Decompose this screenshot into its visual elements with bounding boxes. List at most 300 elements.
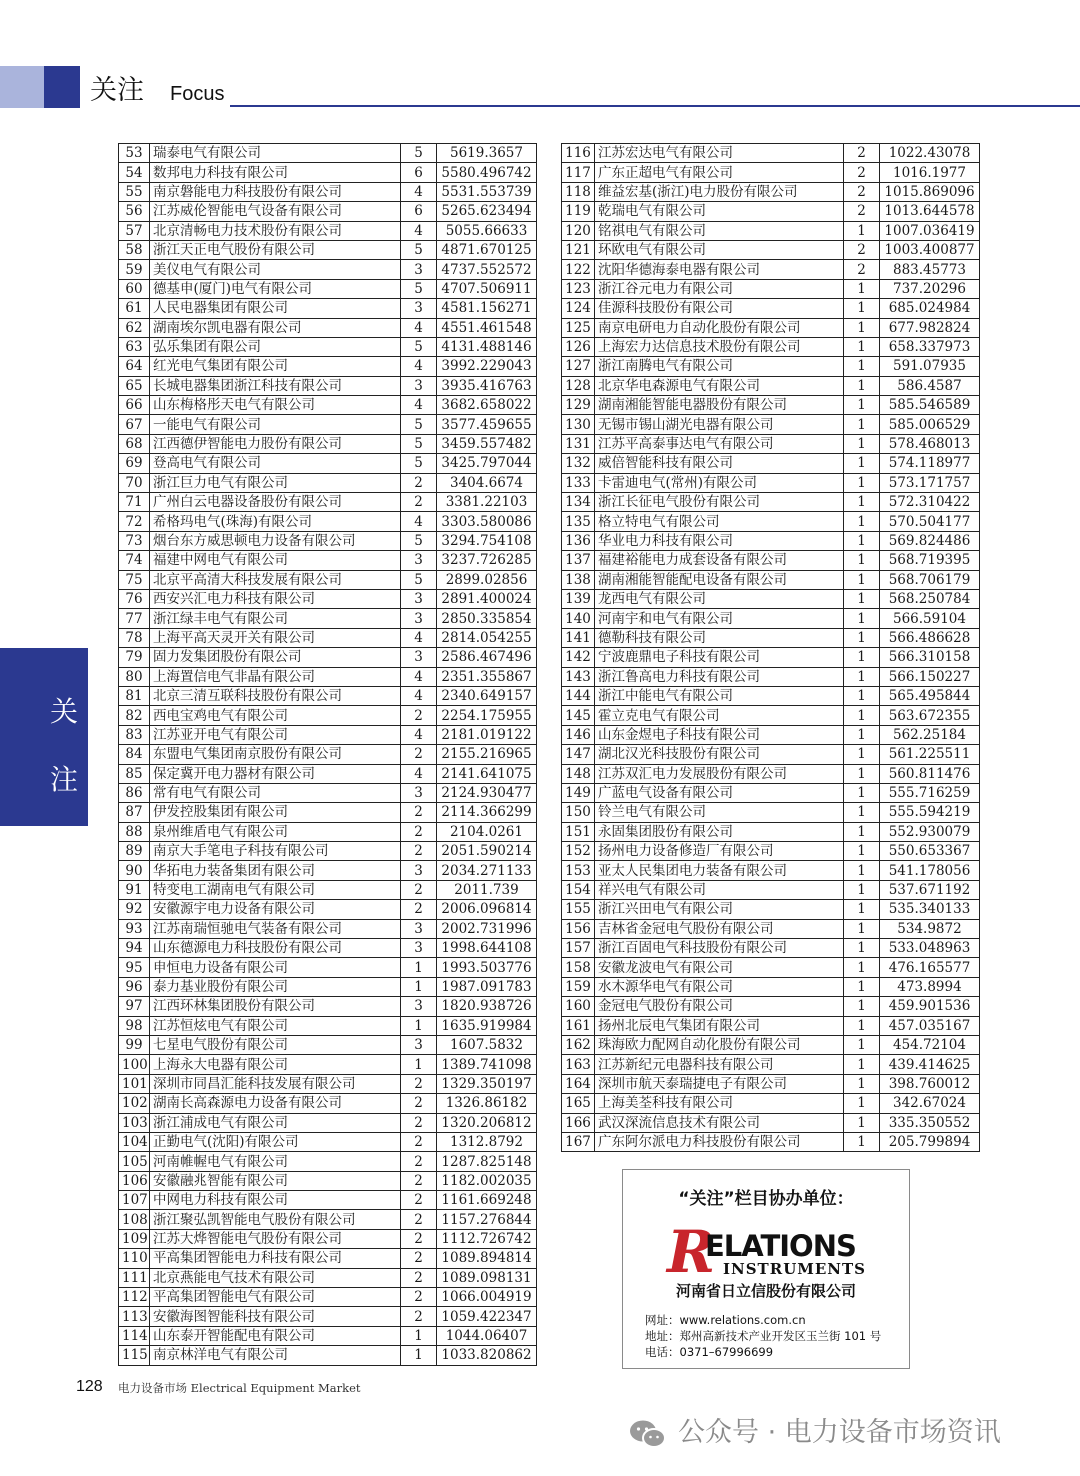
company-name-cell: 烟台东方威思顿电力设备有限公司 — [150, 531, 401, 550]
amount-cell: 473.8994 — [880, 977, 980, 996]
rank-cell: 160 — [562, 997, 595, 1016]
rank-cell: 56 — [119, 202, 150, 221]
amount-cell: 4707.506911 — [437, 279, 537, 298]
table-row — [119, 260, 537, 279]
table-row — [119, 958, 537, 977]
rank-cell: 143 — [562, 667, 595, 686]
rank-cell: 138 — [562, 570, 595, 589]
table-row — [562, 260, 980, 279]
table-row — [562, 415, 980, 434]
amount-cell: 1089.098131 — [437, 1268, 537, 1287]
amount-cell: 560.811476 — [880, 764, 980, 783]
amount-cell: 2340.649157 — [437, 686, 537, 705]
sponsor-title: “关注”栏目协办单位： — [678, 1189, 854, 1209]
count-cell: 4 — [401, 396, 437, 415]
company-name-cell: 铭祺电气有限公司 — [595, 221, 844, 240]
company-name-cell: 瑞泰电气有限公司 — [150, 144, 401, 163]
count-cell: 1 — [844, 648, 880, 667]
table-row — [119, 861, 537, 880]
amount-cell: 398.760012 — [880, 1074, 980, 1093]
company-name-cell: 宁波鹿鼎电子科技有限公司 — [595, 648, 844, 667]
rank-cell: 89 — [119, 842, 150, 861]
amount-cell: 2011.739 — [437, 880, 537, 899]
company-name-cell: 弘乐集团有限公司 — [150, 337, 401, 356]
rank-cell: 94 — [119, 939, 150, 958]
table-row — [562, 144, 980, 163]
count-cell: 2 — [844, 260, 880, 279]
count-cell: 2 — [401, 1113, 437, 1132]
table-row — [119, 783, 537, 802]
rank-cell: 135 — [562, 512, 595, 531]
amount-cell: 3303.580086 — [437, 512, 537, 531]
rank-cell: 164 — [562, 1074, 595, 1093]
company-name-cell: 江苏亚开电气有限公司 — [150, 725, 401, 744]
amount-cell: 1312.8792 — [437, 1132, 537, 1151]
company-name-cell: 上海美荃科技有限公司 — [595, 1094, 844, 1113]
table-row — [119, 531, 537, 550]
count-cell: 1 — [401, 958, 437, 977]
amount-cell: 591.07935 — [880, 357, 980, 376]
amount-cell: 5580.496742 — [437, 163, 537, 182]
amount-cell: 454.72104 — [880, 1035, 980, 1054]
company-name-cell: 数邦电力科技有限公司 — [150, 163, 401, 182]
rank-cell: 103 — [119, 1113, 150, 1132]
table-row — [562, 977, 980, 996]
company-name-cell: 佳源科技股份有限公司 — [595, 299, 844, 318]
rank-cell: 123 — [562, 279, 595, 298]
amount-cell: 550.653367 — [880, 842, 980, 861]
rank-cell: 126 — [562, 337, 595, 356]
rank-cell: 134 — [562, 493, 595, 512]
rank-cell: 137 — [562, 551, 595, 570]
company-name-cell: 乾瑞电气有限公司 — [595, 202, 844, 221]
rank-cell: 96 — [119, 977, 150, 996]
company-name-cell: 吉林省金冠电气股份有限公司 — [595, 919, 844, 938]
table-row — [562, 939, 980, 958]
amount-cell: 5265.623494 — [437, 202, 537, 221]
count-cell: 2 — [401, 1249, 437, 1268]
company-name-cell: 河南帷幄电气有限公司 — [150, 1152, 401, 1171]
table-row — [562, 1035, 980, 1054]
rank-cell: 100 — [119, 1055, 150, 1074]
amount-cell: 566.486628 — [880, 628, 980, 647]
amount-cell: 4131.488146 — [437, 337, 537, 356]
rank-cell: 129 — [562, 396, 595, 415]
company-name-cell: 水木源华电气有限公司 — [595, 977, 844, 996]
table-row — [119, 977, 537, 996]
company-name-cell: 上海平高天灵开关有限公司 — [150, 628, 401, 647]
count-cell: 4 — [401, 221, 437, 240]
company-name-cell: 江苏双汇电力发展股份有限公司 — [595, 764, 844, 783]
rank-cell: 113 — [119, 1307, 150, 1326]
company-name-cell: 平高集团智能电气有限公司 — [150, 1288, 401, 1307]
amount-cell: 568.719395 — [880, 551, 980, 570]
company-name-cell: 泉州维盾电气有限公司 — [150, 822, 401, 841]
count-cell: 1 — [401, 1326, 437, 1345]
table-row — [562, 589, 980, 608]
company-name-cell: 德基申(厦门)电气有限公司 — [150, 279, 401, 298]
amount-cell: 1161.669248 — [437, 1191, 537, 1210]
amount-cell: 4581.156271 — [437, 299, 537, 318]
amount-cell: 2002.731996 — [437, 919, 537, 938]
rank-cell: 158 — [562, 958, 595, 977]
count-cell: 2 — [401, 706, 437, 725]
rank-cell: 142 — [562, 648, 595, 667]
table-row — [119, 1346, 537, 1365]
rank-cell: 146 — [562, 725, 595, 744]
company-name-cell: 浙江百固电气科技股份有限公司 — [595, 939, 844, 958]
count-cell: 1 — [844, 822, 880, 841]
amount-cell: 4551.461548 — [437, 318, 537, 337]
count-cell: 1 — [844, 725, 880, 744]
table-row — [119, 686, 537, 705]
company-name-cell: 北京平高清大科技发展有限公司 — [150, 570, 401, 589]
count-cell: 1 — [844, 589, 880, 608]
table-row — [119, 745, 537, 764]
company-name-cell: 格立特电气有限公司 — [595, 512, 844, 531]
table-row — [119, 997, 537, 1016]
company-name-cell: 平高集团智能电力科技有限公司 — [150, 1249, 401, 1268]
rank-cell: 112 — [119, 1288, 150, 1307]
company-name-cell: 浙江长征电气股份有限公司 — [595, 493, 844, 512]
count-cell: 1 — [844, 512, 880, 531]
table-row — [562, 337, 980, 356]
company-name-cell: 正勤电气(沈阳)有限公司 — [150, 1132, 401, 1151]
rank-cell: 91 — [119, 880, 150, 899]
rank-cell: 64 — [119, 357, 150, 376]
table-row — [562, 880, 980, 899]
rank-cell: 165 — [562, 1094, 595, 1113]
company-name-cell: 福建中网电气有限公司 — [150, 551, 401, 570]
rank-cell: 80 — [119, 667, 150, 686]
count-cell: 3 — [401, 919, 437, 938]
amount-cell: 1635.919984 — [437, 1016, 537, 1035]
table-row — [562, 570, 980, 589]
amount-cell: 1059.422347 — [437, 1307, 537, 1326]
count-cell: 2 — [401, 842, 437, 861]
rank-cell: 122 — [562, 260, 595, 279]
company-name-cell: 湖南埃尔凯电器有限公司 — [150, 318, 401, 337]
company-name-cell: 安徽源宇电力设备有限公司 — [150, 900, 401, 919]
company-name-cell: 固力发集团股份有限公司 — [150, 648, 401, 667]
count-cell: 1 — [844, 686, 880, 705]
count-cell: 2 — [401, 822, 437, 841]
count-cell: 4 — [401, 318, 437, 337]
amount-cell: 1044.06407 — [437, 1326, 537, 1345]
sponsor-box — [622, 1169, 910, 1369]
company-name-cell: 伊发控股集团有限公司 — [150, 803, 401, 822]
company-name-cell: 希格玛电气(珠海)有限公司 — [150, 512, 401, 531]
count-cell: 1 — [844, 667, 880, 686]
count-cell: 2 — [401, 900, 437, 919]
table-row — [119, 376, 537, 395]
count-cell: 3 — [401, 609, 437, 628]
table-row — [562, 221, 980, 240]
amount-cell: 737.20296 — [880, 279, 980, 298]
table-row — [119, 299, 537, 318]
count-cell: 1 — [844, 493, 880, 512]
amount-cell: 335.350552 — [880, 1113, 980, 1132]
table-row — [562, 842, 980, 861]
company-name-cell: 南京磐能电力科技股份有限公司 — [150, 182, 401, 201]
rank-cell: 67 — [119, 415, 150, 434]
amount-cell: 2891.400024 — [437, 589, 537, 608]
count-cell: 2 — [401, 1307, 437, 1326]
table-row — [562, 783, 980, 802]
rank-cell: 76 — [119, 589, 150, 608]
rank-cell: 117 — [562, 163, 595, 182]
company-name-cell: 江苏平高泰事达电气有限公司 — [595, 434, 844, 453]
company-name-cell: 上海永大电器有限公司 — [150, 1055, 401, 1074]
logo-r-mark: R — [667, 1218, 716, 1286]
company-name-cell: 龙西电气有限公司 — [595, 589, 844, 608]
count-cell: 3 — [401, 648, 437, 667]
amount-cell: 533.048963 — [880, 939, 980, 958]
count-cell: 1 — [844, 745, 880, 764]
rank-cell: 84 — [119, 745, 150, 764]
table-row — [562, 512, 980, 531]
amount-cell: 1320.206812 — [437, 1113, 537, 1132]
rank-cell: 81 — [119, 686, 150, 705]
table-row — [119, 803, 537, 822]
rank-cell: 85 — [119, 764, 150, 783]
rank-cell: 127 — [562, 357, 595, 376]
rank-cell: 79 — [119, 648, 150, 667]
count-cell: 1 — [844, 551, 880, 570]
amount-cell: 3381.22103 — [437, 493, 537, 512]
table-row — [562, 764, 980, 783]
company-name-cell: 美仪电气有限公司 — [150, 260, 401, 279]
table-row — [119, 434, 537, 453]
table-row — [562, 551, 980, 570]
table-row — [119, 240, 537, 259]
rank-cell: 119 — [562, 202, 595, 221]
amount-cell: 565.495844 — [880, 686, 980, 705]
count-cell: 1 — [844, 1016, 880, 1035]
rank-cell: 58 — [119, 240, 150, 259]
rank-cell: 139 — [562, 589, 595, 608]
rank-cell: 161 — [562, 1016, 595, 1035]
amount-cell: 342.67024 — [880, 1094, 980, 1113]
table-row — [562, 279, 980, 298]
amount-cell: 2181.019122 — [437, 725, 537, 744]
ranking-table-left — [118, 143, 537, 1366]
rank-cell: 99 — [119, 1035, 150, 1054]
company-name-cell: 广东正超电气有限公司 — [595, 163, 844, 182]
company-name-cell: 亚太人民集团电力装备有限公司 — [595, 861, 844, 880]
count-cell: 6 — [401, 202, 437, 221]
amount-cell: 586.4587 — [880, 376, 980, 395]
count-cell: 1 — [401, 1055, 437, 1074]
amount-cell: 439.414625 — [880, 1055, 980, 1074]
amount-cell: 2141.641075 — [437, 764, 537, 783]
table-row — [119, 842, 537, 861]
table-row — [119, 706, 537, 725]
rank-cell: 93 — [119, 919, 150, 938]
rank-cell: 153 — [562, 861, 595, 880]
table-row — [562, 1074, 980, 1093]
rank-cell: 90 — [119, 861, 150, 880]
amount-cell: 1066.004919 — [437, 1288, 537, 1307]
amount-cell: 568.250784 — [880, 589, 980, 608]
company-name-cell: 华业电力科技有限公司 — [595, 531, 844, 550]
amount-cell: 1089.894814 — [437, 1249, 537, 1268]
company-name-cell: 江苏南瑞恒驰电气装备有限公司 — [150, 919, 401, 938]
count-cell: 2 — [401, 1074, 437, 1093]
rank-cell: 54 — [119, 163, 150, 182]
company-name-cell: 铃兰电气有限公司 — [595, 803, 844, 822]
amount-cell: 573.171757 — [880, 473, 980, 492]
table-row — [119, 1268, 537, 1287]
company-name-cell: 浙江巨力电气有限公司 — [150, 473, 401, 492]
rank-cell: 87 — [119, 803, 150, 822]
count-cell: 2 — [401, 1191, 437, 1210]
rank-cell: 77 — [119, 609, 150, 628]
table-row — [119, 144, 537, 163]
rank-cell: 53 — [119, 144, 150, 163]
amount-cell: 574.118977 — [880, 454, 980, 473]
rank-cell: 148 — [562, 764, 595, 783]
count-cell: 2 — [401, 1132, 437, 1151]
table-row — [119, 415, 537, 434]
company-name-cell: 江苏恒炫电气有限公司 — [150, 1016, 401, 1035]
company-name-cell: 深圳市同昌汇能科技发展有限公司 — [150, 1074, 401, 1093]
company-name-cell: 浙江绿丰电气有限公司 — [150, 609, 401, 628]
company-name-cell: 环欧电气有限公司 — [595, 240, 844, 259]
table-row — [562, 822, 980, 841]
amount-cell: 3682.658022 — [437, 396, 537, 415]
company-name-cell: 浙江谷元电力有限公司 — [595, 279, 844, 298]
rank-cell: 159 — [562, 977, 595, 996]
table-row — [562, 1132, 980, 1151]
amount-cell: 566.150227 — [880, 667, 980, 686]
amount-cell: 555.594219 — [880, 803, 980, 822]
count-cell: 2 — [844, 240, 880, 259]
table-row — [119, 1307, 537, 1326]
rank-cell: 66 — [119, 396, 150, 415]
count-cell: 2 — [401, 880, 437, 899]
publication-title: 电力设备市场 Electrical Equipment Market — [118, 1381, 361, 1395]
amount-cell: 2034.271133 — [437, 861, 537, 880]
count-cell: 4 — [401, 667, 437, 686]
company-name-cell: 江苏威伦智能电气设备有限公司 — [150, 202, 401, 221]
rank-cell: 145 — [562, 706, 595, 725]
amount-cell: 1003.400877 — [880, 240, 980, 259]
count-cell: 1 — [844, 1035, 880, 1054]
company-name-cell: 湖南长高森源电力设备有限公司 — [150, 1094, 401, 1113]
count-cell: 1 — [844, 997, 880, 1016]
amount-cell: 2351.355867 — [437, 667, 537, 686]
rank-cell: 95 — [119, 958, 150, 977]
table-row — [119, 493, 537, 512]
rank-cell: 147 — [562, 745, 595, 764]
table-row — [562, 473, 980, 492]
rank-cell: 55 — [119, 182, 150, 201]
header-title-cn: 关注 — [90, 75, 144, 106]
rank-cell: 63 — [119, 337, 150, 356]
count-cell: 4 — [401, 512, 437, 531]
table-row — [562, 357, 980, 376]
table-row — [119, 570, 537, 589]
rank-cell: 92 — [119, 900, 150, 919]
table-row — [119, 1074, 537, 1093]
table-row — [562, 958, 980, 977]
table-row — [562, 318, 980, 337]
company-name-cell: 福建裕能电力成套设备有限公司 — [595, 551, 844, 570]
rank-cell: 108 — [119, 1210, 150, 1229]
table-row — [562, 745, 980, 764]
company-name-cell: 金冠电气股份有限公司 — [595, 997, 844, 1016]
amount-cell: 1326.86182 — [437, 1094, 537, 1113]
logo-wordmark: ELATIONS — [705, 1229, 856, 1263]
company-name-cell: 泰力基业股份有限公司 — [150, 977, 401, 996]
side-tab-char-1: 关 — [49, 695, 78, 728]
table-row — [562, 919, 980, 938]
amount-cell: 2586.467496 — [437, 648, 537, 667]
company-name-cell: 浙江兴田电气有限公司 — [595, 900, 844, 919]
table-row — [119, 900, 537, 919]
count-cell: 2 — [401, 1210, 437, 1229]
table-row — [119, 667, 537, 686]
company-name-cell: 中网电力科技有限公司 — [150, 1191, 401, 1210]
amount-cell: 570.504177 — [880, 512, 980, 531]
sponsor-website: 网址：www.relations.com.cn — [645, 1313, 806, 1327]
count-cell: 2 — [401, 1268, 437, 1287]
rank-cell: 62 — [119, 318, 150, 337]
amount-cell: 205.799894 — [880, 1132, 980, 1151]
rank-cell: 107 — [119, 1191, 150, 1210]
table-row — [562, 1055, 980, 1074]
rank-cell: 157 — [562, 939, 595, 958]
rank-cell: 131 — [562, 434, 595, 453]
wechat-icon — [628, 1418, 668, 1450]
count-cell: 4 — [401, 725, 437, 744]
count-cell: 6 — [401, 163, 437, 182]
rank-cell: 78 — [119, 628, 150, 647]
company-name-cell: 浙江天正电气股份有限公司 — [150, 240, 401, 259]
company-name-cell: 山东泰开智能配电有限公司 — [150, 1326, 401, 1345]
rank-cell: 116 — [562, 144, 595, 163]
table-row — [119, 822, 537, 841]
rank-cell: 65 — [119, 376, 150, 395]
count-cell: 4 — [401, 628, 437, 647]
amount-cell: 2155.216965 — [437, 745, 537, 764]
count-cell: 1 — [844, 706, 880, 725]
table-row — [562, 667, 980, 686]
count-cell: 1 — [844, 977, 880, 996]
amount-cell: 459.901536 — [880, 997, 980, 1016]
ranking-table-right — [561, 143, 980, 1152]
company-name-cell: 永固集团股份有限公司 — [595, 822, 844, 841]
table-row — [562, 725, 980, 744]
table-row — [119, 202, 537, 221]
company-name-cell: 安徽龙波电气有限公司 — [595, 958, 844, 977]
rank-cell: 72 — [119, 512, 150, 531]
rank-cell: 141 — [562, 628, 595, 647]
rank-cell: 59 — [119, 260, 150, 279]
amount-cell: 2899.02856 — [437, 570, 537, 589]
company-name-cell: 人民电器集团有限公司 — [150, 299, 401, 318]
rank-cell: 136 — [562, 531, 595, 550]
rank-cell: 130 — [562, 415, 595, 434]
table-row — [119, 919, 537, 938]
table-row — [562, 628, 980, 647]
count-cell: 2 — [401, 1094, 437, 1113]
amount-cell: 476.165577 — [880, 958, 980, 977]
rank-cell: 57 — [119, 221, 150, 240]
count-cell: 1 — [844, 1055, 880, 1074]
company-name-cell: 上海宏力达信息技术股份有限公司 — [595, 337, 844, 356]
